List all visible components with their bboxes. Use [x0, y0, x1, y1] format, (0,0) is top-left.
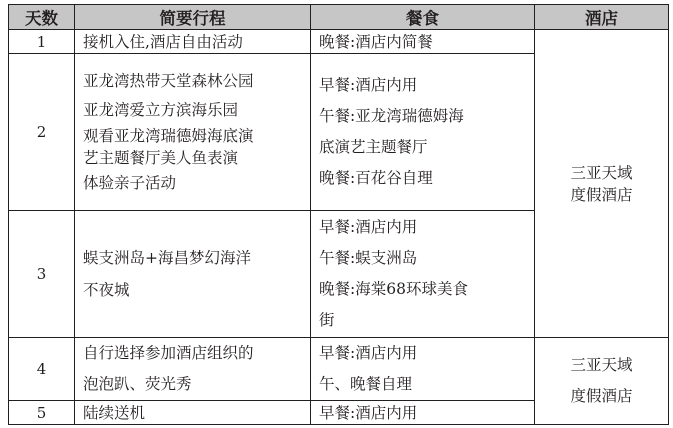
itinerary-cell [75, 338, 311, 401]
day-number: 4 [9, 338, 75, 401]
meals-cell [311, 401, 535, 425]
itinerary-line: 艺主题餐厅美人鱼表演 [83, 148, 239, 167]
itinerary-line: 接机入住,酒店自由活动 [83, 32, 243, 51]
meal-line: 早餐:酒店内用 [319, 403, 418, 422]
meal-line: 街 [319, 311, 335, 329]
meal-line: 午、晚餐自理 [319, 375, 413, 393]
header-meals: 餐食 [311, 5, 535, 30]
itinerary-cell [75, 30, 311, 54]
itinerary-line: 观看亚龙湾瑞德姆海底演 [83, 126, 254, 145]
hotel-line: 三亚天域 [570, 163, 633, 182]
itinerary-cell [75, 54, 311, 211]
itinerary-line: 亚龙湾爱立方滨海乐园 [83, 100, 239, 119]
hotel-cell [535, 30, 669, 338]
day-number: 1 [9, 30, 75, 54]
day-number: 2 [9, 54, 75, 211]
itinerary-table [8, 4, 669, 425]
itinerary-cell [75, 401, 311, 425]
meal-line: 晚餐:酒店内简餐 [319, 32, 433, 51]
meal-line: 午餐:亚龙湾瑞德姆海 [319, 107, 464, 125]
table-row-day-4 [9, 338, 669, 401]
table-row-day-1 [9, 30, 669, 54]
itinerary-cell [75, 211, 311, 338]
itinerary-line: 不夜城 [83, 281, 130, 299]
day-number: 5 [9, 401, 75, 425]
hotel-line: 度假酒店 [570, 387, 633, 405]
day-number: 3 [9, 211, 75, 338]
meal-line: 早餐:酒店内用 [319, 218, 418, 236]
meals-cell [311, 54, 535, 211]
itinerary-line: 亚龙湾热带天堂森林公园 [83, 71, 254, 90]
itinerary-line: 陆续送机 [83, 403, 146, 422]
hotel-line: 三亚天域 [570, 356, 633, 374]
header-row [9, 5, 669, 30]
meal-line: 早餐:酒店内用 [319, 76, 418, 94]
header-hotel: 酒店 [535, 5, 669, 30]
meals-cell [311, 30, 535, 54]
meal-line: 晚餐:百花谷自理 [319, 169, 433, 187]
hotel-line: 度假酒店 [570, 185, 633, 204]
meals-cell [311, 211, 535, 338]
meal-line: 底演艺主题餐厅 [319, 138, 428, 156]
itinerary-line: 蜈支洲岛+海昌梦幻海洋 [83, 249, 251, 267]
itinerary-line: 泡泡趴、荧光秀 [83, 375, 192, 393]
itinerary-line: 自行选择参加酒店组织的 [83, 344, 254, 362]
meal-line: 晚餐:海棠68环球美食 [319, 280, 468, 298]
meals-cell [311, 338, 535, 401]
hotel-cell [535, 338, 669, 425]
meal-line: 早餐:酒店内用 [319, 344, 418, 362]
itinerary-line: 体验亲子活动 [83, 173, 177, 192]
header-itinerary: 简要行程 [75, 5, 311, 30]
header-day: 天数 [9, 5, 75, 30]
meal-line: 午餐:蜈支洲岛 [319, 249, 418, 267]
